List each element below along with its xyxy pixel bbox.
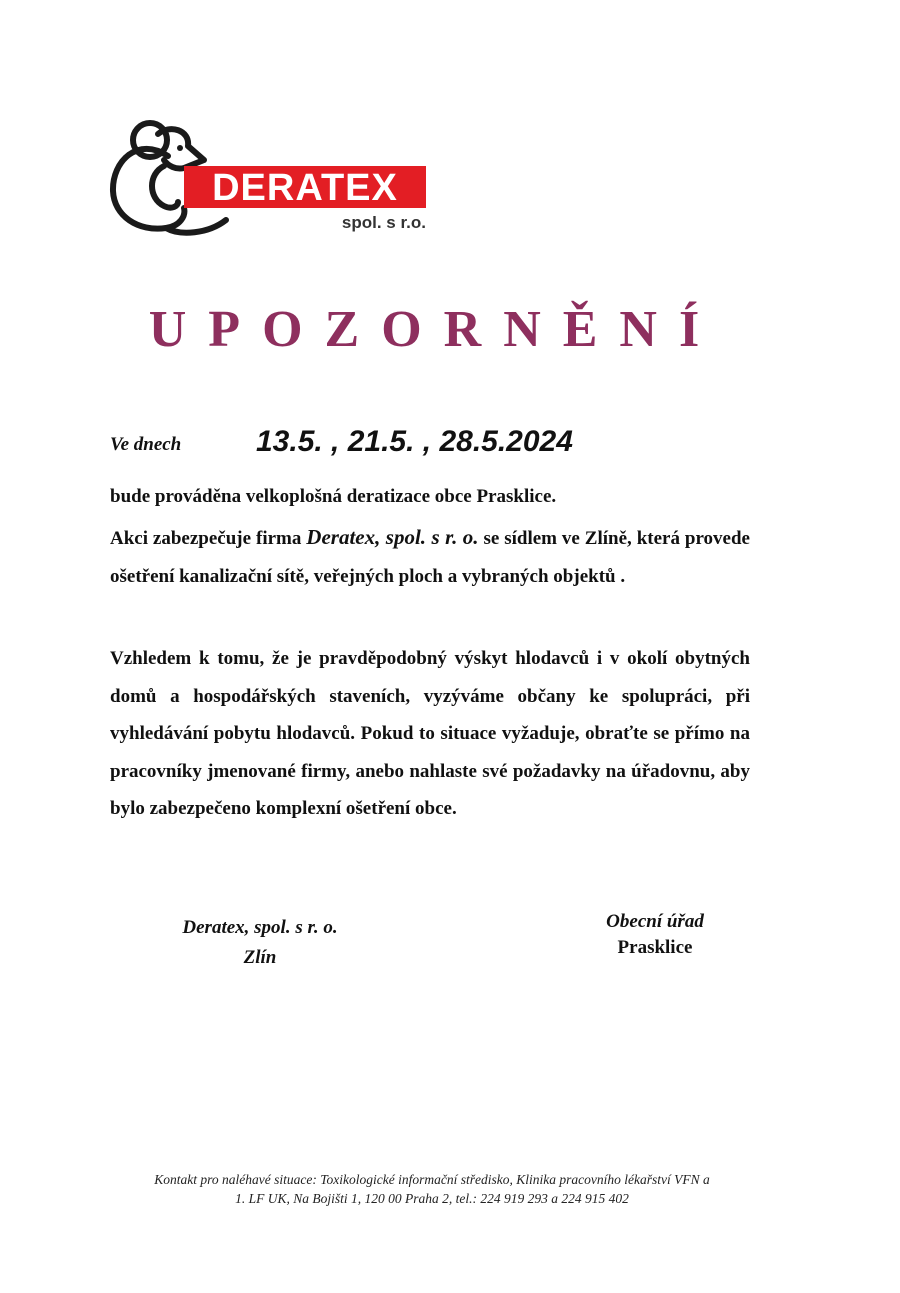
signature-company-city: Zlín bbox=[243, 947, 277, 968]
signature-company-name: Deratex, spol. s r. o. bbox=[182, 917, 338, 938]
mouse-eye-icon bbox=[177, 145, 183, 151]
notice-title: UPOZORNĚNÍ bbox=[148, 301, 722, 358]
company-text-after: se sídlem ve Zlíně, která provede ošetření kanalizační sítě, veřejných ploch a vybraných objektů . bbox=[110, 528, 750, 587]
brand-subtitle: spol. s r.o. bbox=[341, 213, 426, 232]
date-values: 13.5. , 21.5. , 28.5.2024 bbox=[256, 425, 573, 458]
signature-office-name: Obecní úřad bbox=[606, 911, 704, 932]
brand-text: DERATEX bbox=[212, 167, 398, 209]
signature-company bbox=[150, 913, 370, 973]
date-label: Ve dnech bbox=[110, 434, 182, 455]
company-name: Deratex, spol. s r. o. bbox=[306, 525, 479, 549]
footer-contact bbox=[100, 1170, 764, 1208]
company-text-before: Akci zabezpečuje firma bbox=[110, 528, 307, 549]
paragraph-appeal: Vzhledem k tomu, že je pravděpodobný výskyt hlodavců i v okolí obytných domů a hospodářských staveních, vyzýváme občany ke spolupráci, při vyhledávání pobytu hlodavců. Pokud to situace vyžaduje, obraťte se přímo na pracovníky jmenované firmy, anebo nahlaste své požadavky na úřadovnu, aby bylo zabezpečeno komplexní ošetření obce. bbox=[110, 648, 750, 819]
signature-office bbox=[570, 909, 740, 961]
paragraph-intro: bude prováděna velkoplošná deratizace obce Prasklice. bbox=[110, 486, 557, 507]
deratex-logo bbox=[108, 116, 438, 236]
signature-office-town: Prasklice bbox=[617, 937, 693, 958]
date-row bbox=[110, 420, 770, 466]
footer-line-1: Kontakt pro naléhavé situace: Toxikologické informační středisko, Klinika pracovního lékařství VFN a bbox=[154, 1172, 710, 1187]
paragraph-company bbox=[110, 518, 750, 596]
footer-line-2: 1. LF UK, Na Bojišti 1, 120 00 Praha 2, tel.: 224 919 293 a 224 915 402 bbox=[235, 1191, 629, 1206]
